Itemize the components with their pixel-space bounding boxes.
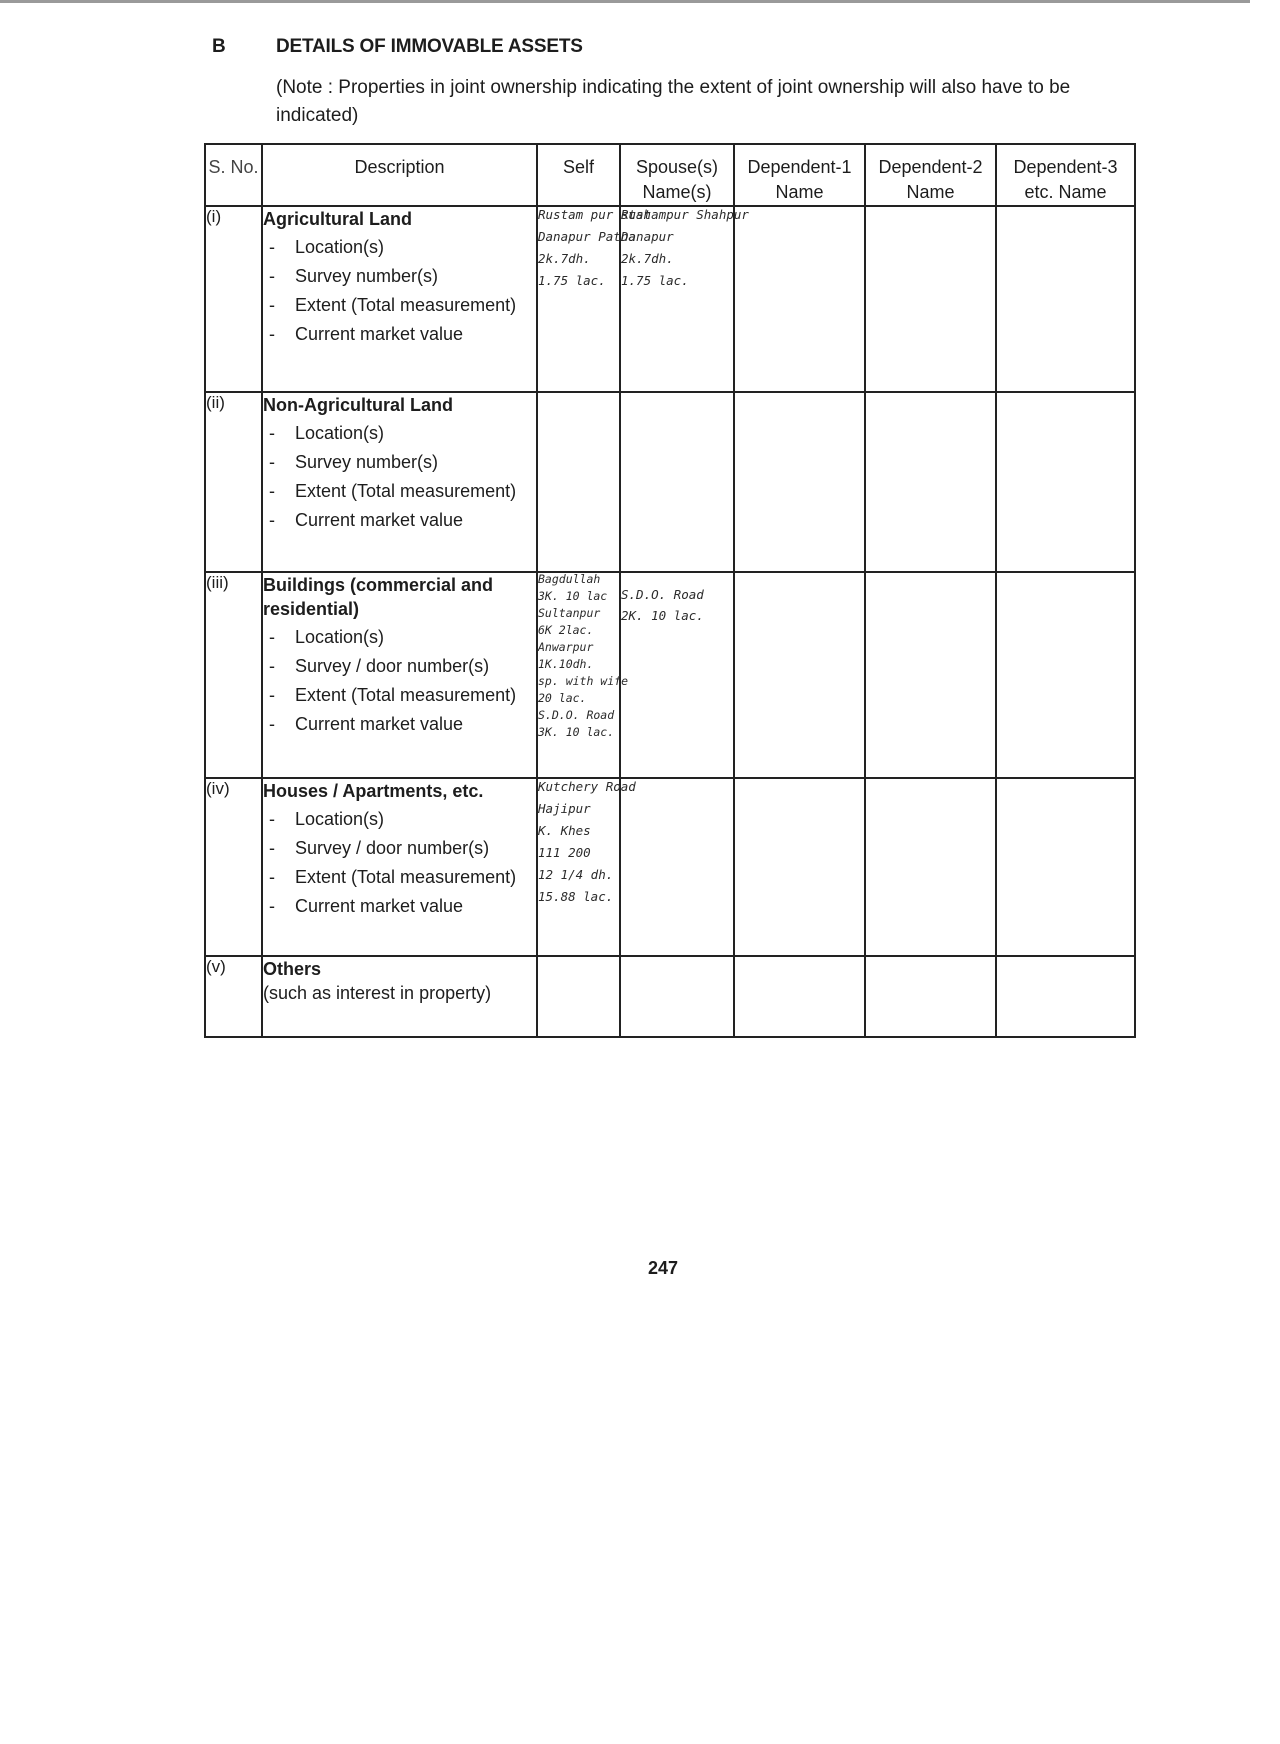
sub-item: - Survey / door number(s) bbox=[263, 654, 536, 678]
handwritten-entry: 3K. 10 lac. bbox=[538, 725, 615, 739]
header-self: Self bbox=[537, 144, 620, 206]
dependent-1-cell bbox=[734, 778, 865, 956]
row-description bbox=[262, 206, 537, 392]
section-title: DETAILS OF IMMOVABLE ASSETS bbox=[276, 36, 583, 57]
dependent-3-cell bbox=[996, 392, 1135, 572]
row-description bbox=[262, 778, 537, 956]
dependent-2-cell bbox=[865, 392, 996, 572]
row-description bbox=[262, 956, 537, 1037]
row-number: (iii) bbox=[205, 572, 262, 778]
dependent-1-cell bbox=[734, 392, 865, 572]
others-subtext: (such as interest in property) bbox=[263, 983, 492, 1003]
sub-item-list bbox=[263, 807, 536, 918]
self-cell bbox=[537, 778, 636, 956]
table-row bbox=[205, 392, 1135, 572]
sub-item: - Current market value bbox=[263, 712, 536, 736]
header-dependent-3: Dependent-3 etc. Name bbox=[996, 144, 1135, 206]
table-row bbox=[205, 572, 1135, 778]
handwritten-entry: Rustam pur stah bbox=[538, 207, 651, 222]
sub-item: - Extent (Total measurement) bbox=[263, 683, 536, 707]
handwritten-entry: 2K. 10 lac. bbox=[621, 608, 704, 623]
sub-item: - Extent (Total measurement) bbox=[263, 293, 536, 317]
handwritten-entry: S.D.O. Road bbox=[621, 587, 704, 602]
section-letter: B bbox=[212, 36, 226, 57]
sub-item: - Current market value bbox=[263, 508, 536, 532]
row-number: (i) bbox=[205, 206, 262, 392]
handwritten-entry: K. Khes bbox=[538, 823, 591, 838]
sub-item: - Location(s) bbox=[263, 807, 536, 831]
handwritten-entry: sp. with wife bbox=[538, 674, 629, 688]
handwritten-entry: 1.75 lac. bbox=[538, 273, 606, 288]
handwritten-entry: Hajipur bbox=[538, 801, 591, 816]
handwritten-entry: 2k.7dh. bbox=[538, 251, 591, 266]
handwritten-entry: 111 200 bbox=[538, 845, 591, 860]
row-number: (ii) bbox=[205, 392, 262, 572]
dependent-3-cell bbox=[996, 572, 1135, 778]
sub-item: - Survey number(s) bbox=[263, 264, 536, 288]
table-row bbox=[205, 206, 1135, 392]
dependent-2-cell bbox=[865, 572, 996, 778]
spouse-cell bbox=[620, 206, 749, 392]
sub-item-list bbox=[263, 625, 536, 736]
header-description: Description bbox=[262, 144, 537, 206]
dependent-1-cell bbox=[734, 956, 865, 1037]
category-label: Houses / Apartments, etc. bbox=[263, 781, 484, 801]
sub-item: - Extent (Total measurement) bbox=[263, 865, 536, 889]
row-description bbox=[262, 572, 537, 778]
header-spouse: Spouse(s) Name(s) bbox=[620, 144, 734, 206]
dependent-3-cell bbox=[996, 956, 1135, 1037]
row-number: (iv) bbox=[205, 778, 262, 956]
handwritten-entry: 1.75 lac. bbox=[621, 273, 689, 288]
sub-item-list bbox=[263, 235, 536, 346]
table-row bbox=[205, 956, 1135, 1037]
dependent-3-cell bbox=[996, 778, 1135, 956]
handwritten-entry: Kutchery Road bbox=[538, 779, 636, 794]
handwritten-entry: Danapur Patna bbox=[538, 229, 636, 244]
dependent-2-cell bbox=[865, 956, 996, 1037]
page-number: 247 bbox=[648, 1258, 679, 1278]
spouse-cell bbox=[620, 956, 734, 1037]
spouse-cell bbox=[620, 572, 734, 778]
sub-item: - Location(s) bbox=[263, 235, 536, 259]
header-dependent-2: Dependent-2 Name bbox=[865, 144, 996, 206]
immovable-assets-table bbox=[204, 143, 1136, 1038]
header-row bbox=[205, 144, 1135, 206]
category-label: Buildings (commercial and residential) bbox=[263, 575, 494, 619]
header-dependent-1: Dependent-1 Name bbox=[734, 144, 865, 206]
handwritten-entry: 12 1/4 dh. bbox=[538, 867, 614, 882]
section-note: (Note : Properties in joint ownership indicating the extent of joint ownership will also have to be indicated) bbox=[276, 77, 1071, 126]
dependent-1-cell bbox=[734, 572, 865, 778]
spouse-cell bbox=[620, 392, 734, 572]
handwritten-entry: S.D.O. Road bbox=[538, 708, 615, 722]
sub-item: - Survey / door number(s) bbox=[263, 836, 536, 860]
category-label: Others bbox=[263, 959, 322, 979]
dependent-2-cell bbox=[865, 206, 996, 392]
sub-item: - Extent (Total measurement) bbox=[263, 479, 536, 503]
self-cell bbox=[537, 206, 651, 392]
handwritten-entry: Sultanpur bbox=[538, 606, 601, 620]
sub-item-list bbox=[263, 421, 536, 532]
header-sno: S. No. bbox=[205, 144, 262, 206]
sub-item: - Location(s) bbox=[263, 421, 536, 445]
handwritten-entry: 2k.7dh. bbox=[621, 251, 674, 266]
dependent-2-cell bbox=[865, 778, 996, 956]
sub-item: - Current market value bbox=[263, 894, 536, 918]
scan-top-edge bbox=[0, 0, 1250, 3]
self-cell bbox=[537, 392, 620, 572]
handwritten-entry: Bagdullah bbox=[538, 572, 601, 586]
sub-item: - Location(s) bbox=[263, 625, 536, 649]
spouse-cell bbox=[620, 778, 734, 956]
category-label: Non-Agricultural Land bbox=[263, 395, 453, 415]
self-cell bbox=[537, 956, 620, 1037]
table-row bbox=[205, 778, 1135, 956]
handwritten-entry: 20 lac. bbox=[538, 691, 587, 705]
category-label: Agricultural Land bbox=[263, 209, 413, 229]
handwritten-entry: 6K 2lac. bbox=[538, 623, 594, 637]
handwritten-entry: 3K. 10 lac bbox=[538, 589, 608, 603]
row-description bbox=[262, 392, 537, 572]
dependent-1-cell bbox=[734, 206, 865, 392]
handwritten-entry: Anwarpur bbox=[538, 640, 594, 654]
handwritten-entry: Rustampur Shahpur bbox=[621, 207, 749, 222]
handwritten-entry: 15.88 lac. bbox=[538, 889, 614, 904]
row-number: (v) bbox=[205, 956, 262, 1037]
sub-item: - Current market value bbox=[263, 322, 536, 346]
sub-item: - Survey number(s) bbox=[263, 450, 536, 474]
handwritten-entry: 1K.10dh. bbox=[538, 657, 594, 671]
handwritten-entry: Danapur bbox=[621, 229, 674, 244]
self-cell bbox=[537, 572, 629, 778]
dependent-3-cell bbox=[996, 206, 1135, 392]
